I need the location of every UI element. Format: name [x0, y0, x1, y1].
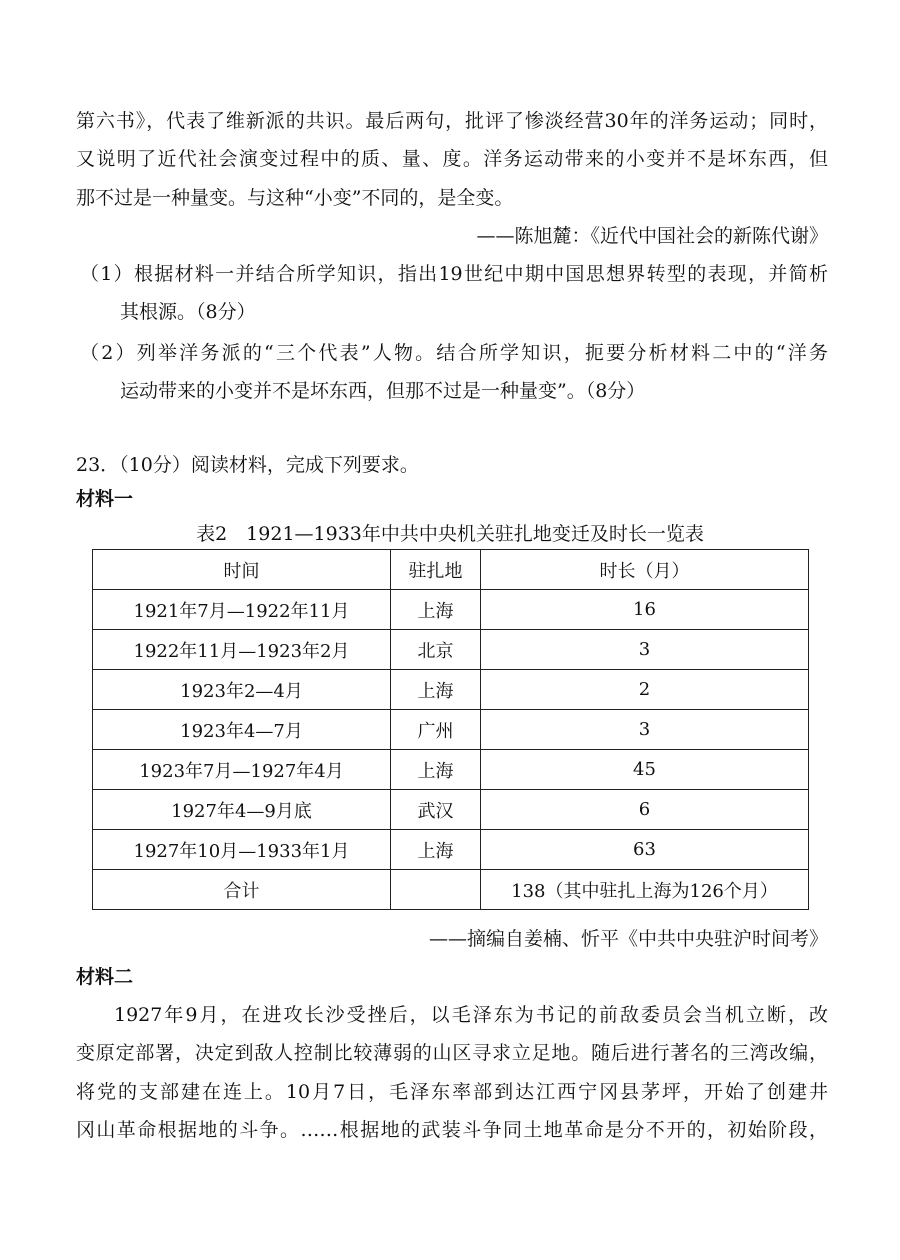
cell-location: 北京	[391, 630, 481, 670]
cell-location: 上海	[391, 830, 481, 870]
question-1-line-1: （1）根据材料一并结合所学知识，指出19世纪中期中国思想界转型的表现，并简析	[80, 263, 828, 285]
cell-time: 1921年7月—1922年11月	[93, 590, 391, 630]
question-23-heading: 23．（10分）阅读材料，完成下列要求。	[76, 454, 419, 476]
header-location: 驻扎地	[391, 550, 481, 590]
header-duration: 时长（月）	[481, 550, 809, 590]
table-header-row	[93, 550, 809, 590]
cell-location: 武汉	[391, 790, 481, 830]
passage-line-1: 第六书》，代表了维新派的共识。最后两句，批评了惨淡经营30年的洋务运动；同时，	[76, 110, 828, 132]
cell-location: 上海	[391, 750, 481, 790]
source-attribution-2: ——摘编自姜楠、忻平《中共中央驻沪时间考》	[428, 928, 828, 950]
table-caption: 表2 1921—1933年中共中央机关驻扎地变迁及时长一览表	[196, 523, 704, 545]
table-row	[93, 750, 809, 790]
material-2-line-2: 变原定部署，决定到敌人控制比较薄弱的山区寻求立足地。随后进行著名的三湾改编，	[76, 1042, 828, 1064]
cell-time: 1927年4—9月底	[93, 790, 391, 830]
cell-duration: 2	[481, 670, 809, 710]
cell-duration: 6	[481, 790, 809, 830]
table-row	[93, 670, 809, 710]
table-row	[93, 790, 809, 830]
cell-time: 1922年11月—1923年2月	[93, 630, 391, 670]
headquarters-table	[92, 549, 809, 910]
cell-time: 1923年4—7月	[93, 710, 391, 750]
cell-duration: 3	[481, 710, 809, 750]
material-2-line-3: 将党的支部建在连上。10月7日，毛泽东率部到达江西宁冈县茅坪，开始了创建井	[76, 1081, 828, 1103]
passage-line-3: 那不过是一种量变。与这种“小变”不同的，是全变。	[76, 187, 514, 209]
passage-line-2: 又说明了近代社会演变过程中的质、量、度。洋务运动带来的小变并不是坏东西，但	[76, 148, 828, 170]
question-2-line-1: （2）列举洋务派的“三个代表”人物。结合所学知识，扼要分析材料二中的“洋务	[80, 342, 828, 364]
question-2-line-2: 运动带来的小变并不是坏东西，但那不过是一种量变”。（8分）	[120, 380, 646, 402]
header-time: 时间	[93, 550, 391, 590]
material-2-label: 材料二	[76, 966, 134, 988]
cell-time: 1923年7月—1927年4月	[93, 750, 391, 790]
material-2-line-4: 冈山革命根据地的斗争。……根据地的武装斗争同土地革命是分不开的，初始阶段，	[76, 1119, 828, 1141]
cell-location: 上海	[391, 670, 481, 710]
cell-time: 1923年2—4月	[93, 670, 391, 710]
material-1-label: 材料一	[76, 488, 134, 510]
cell-duration: 45	[481, 750, 809, 790]
cell-location: 广州	[391, 710, 481, 750]
cell-duration: 16	[481, 590, 809, 630]
question-1-line-2: 其根源。（8分）	[120, 301, 256, 323]
material-2-line-1: 1927年9月，在进攻长沙受挫后，以毛泽东为书记的前敌委员会当机立断，改	[114, 1004, 828, 1026]
cell-duration: 63	[481, 830, 809, 870]
table-row	[93, 710, 809, 750]
cell-location: 上海	[391, 590, 481, 630]
table-row	[93, 630, 809, 670]
table-total-row	[93, 870, 809, 910]
total-location	[391, 870, 481, 910]
table-row	[93, 830, 809, 870]
source-attribution-1: ——陈旭麓：《近代中国社会的新陈代谢》	[476, 225, 828, 247]
cell-time: 1927年10月—1933年1月	[93, 830, 391, 870]
total-duration: 138（其中驻扎上海为126个月）	[481, 870, 809, 910]
cell-duration: 3	[481, 630, 809, 670]
total-label: 合计	[93, 870, 391, 910]
table-row	[93, 590, 809, 630]
